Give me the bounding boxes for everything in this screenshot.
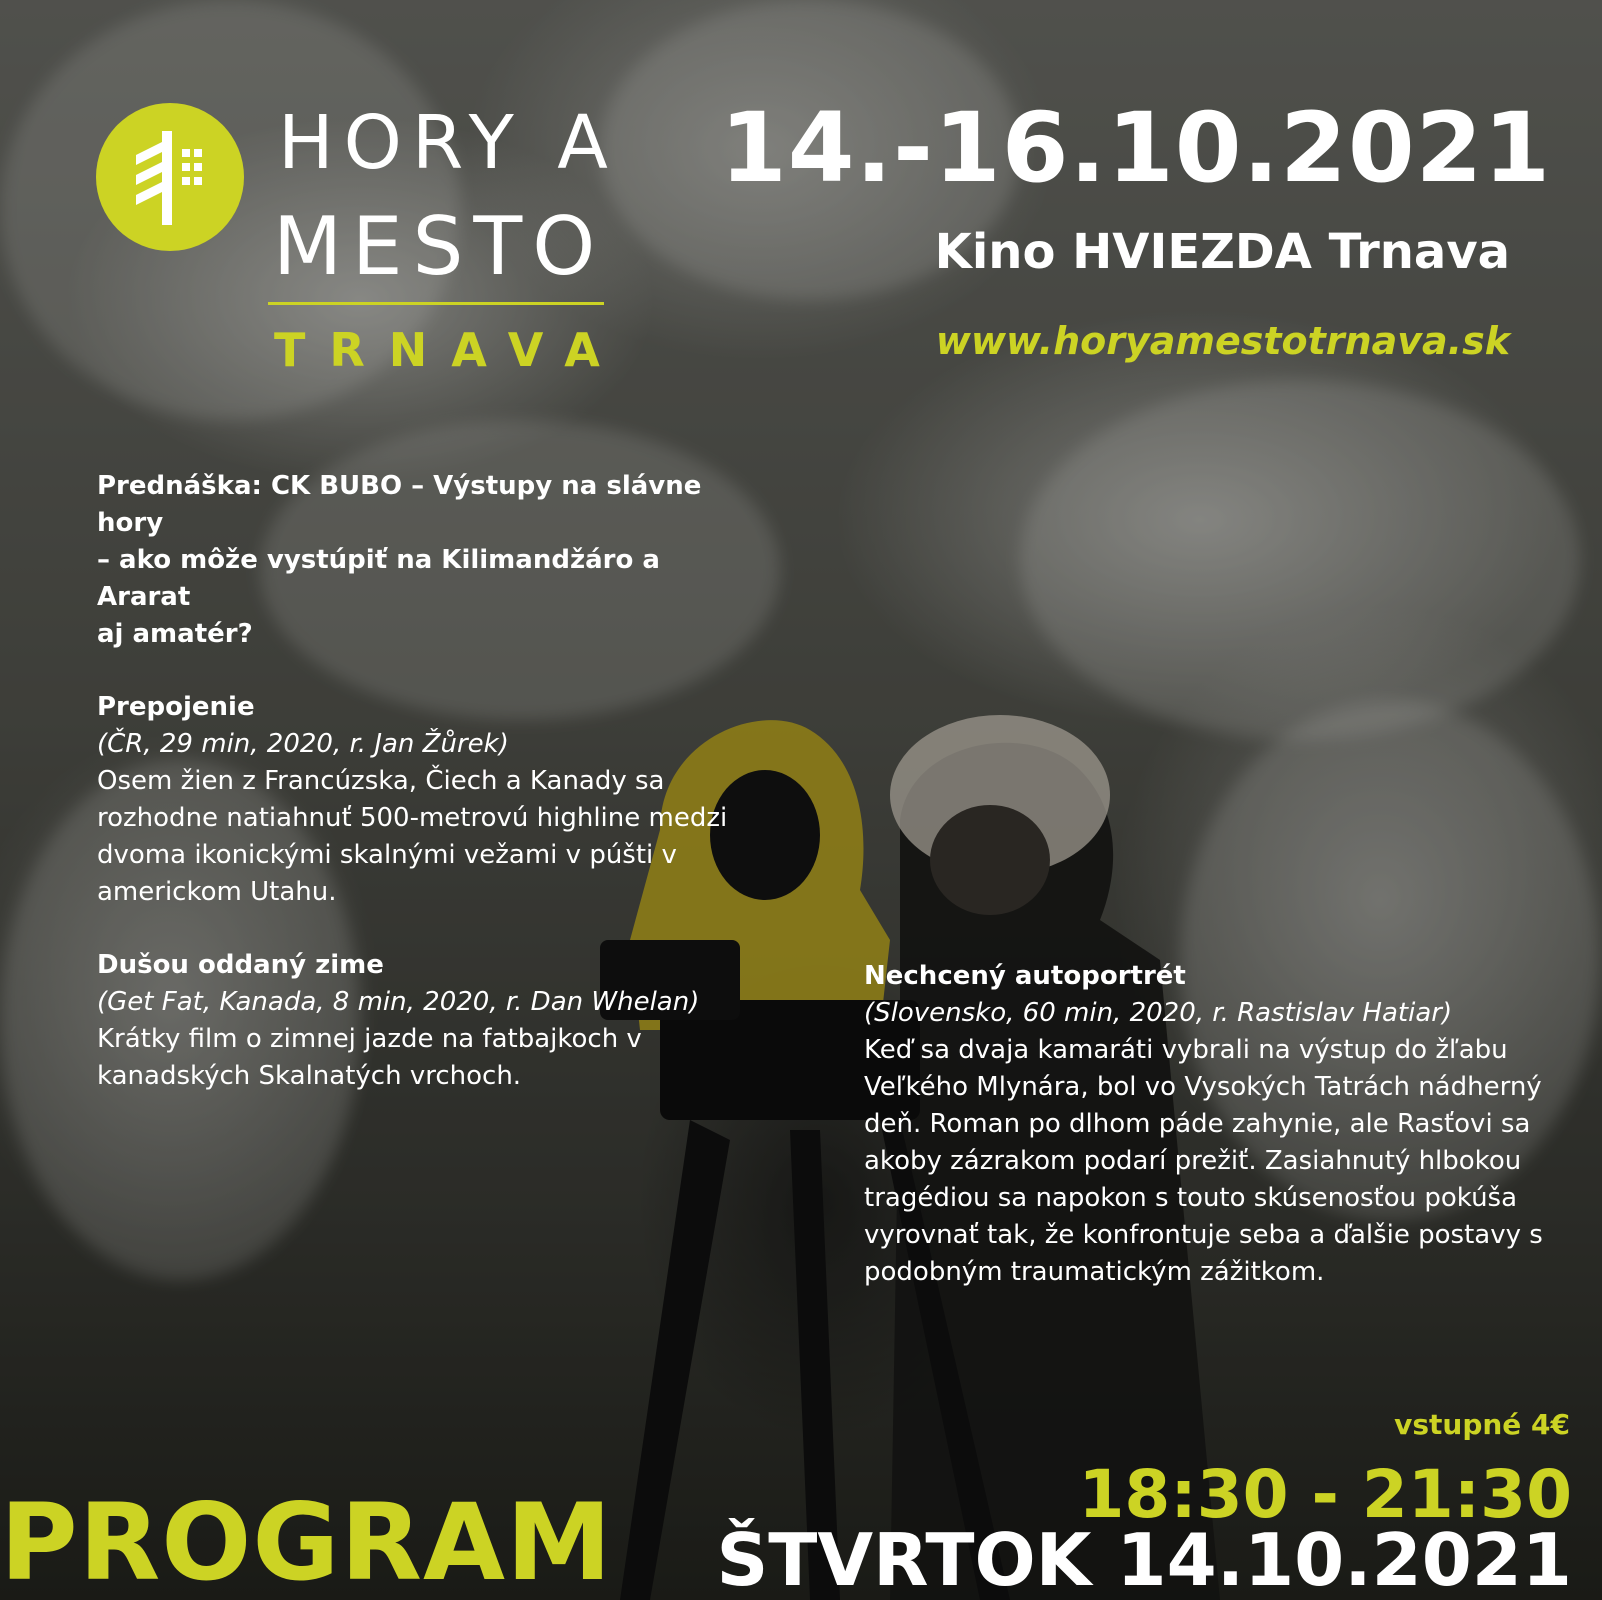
event-dates: 14.-16.10.2021 — [720, 92, 1552, 204]
lecture-subtitle-end: aj amatér? — [97, 619, 253, 649]
event-day: ŠTVRTOK 14.10.2021 — [716, 1518, 1572, 1600]
program-left-column — [97, 468, 747, 1095]
event-website-link[interactable]: www.horyamestotrnava.sk — [935, 319, 1510, 363]
film-meta: (Slovensko, 60 min, 2020, r. Rastislav Hatiar) — [864, 998, 1453, 1028]
film-title: Nechcený autoportrét — [864, 961, 1186, 991]
entry-price: vstupné 4€ — [1394, 1408, 1570, 1441]
logo-circle — [96, 103, 244, 251]
film-title: Dušou oddaný zime — [97, 950, 384, 980]
logo-line-hory-a: HORY A — [278, 100, 618, 186]
logo-line-mesto: MESTO — [273, 200, 606, 293]
film-description: Osem žien z Francúzska, Čiech a Kanady sa rozhodne natiahnuť 500-metrovú highline medzi dvoma ikonickými skalnými vežami v púšti v americkom Utahu. — [97, 766, 728, 907]
event-venue: Kino HVIEZDA Trnava — [934, 224, 1510, 280]
film-description: Krátky film o zimnej jazde na fatbajkoch v kanadských Skalnatých vrchoch. — [97, 1024, 642, 1091]
tree-logo-icon — [96, 103, 244, 251]
lecture-subtitle: – ako môže vystúpiť na Kilimandžáro a Ararat — [97, 545, 660, 612]
film-meta: (Get Fat, Kanada, 8 min, 2020, r. Dan Whelan) — [97, 987, 700, 1017]
program-right-column — [864, 958, 1554, 1291]
film-title: Prepojenie — [97, 692, 255, 722]
logo-line-trnava: TRNAVA — [274, 323, 624, 377]
event-time: 18:30 - 21:30 — [1078, 1456, 1572, 1533]
film-meta: (ČR, 29 min, 2020, r. Jan Žůrek) — [97, 729, 509, 759]
program-heading: PROGRAM — [0, 1481, 613, 1600]
lecture-title: Prednáška: CK BUBO – Výstupy na slávne hory — [97, 471, 702, 538]
film-description: Keď sa dvaja kamaráti vybrali na výstup do žľabu Veľkého Mlynára, bol vo Vysokých Tatrách nádherný deň. Roman po dlhom páde zahynie, ale Rasťovi sa akoby zázrakom podarí prežiť. Zasiahnutý hlbokou tragédiou sa napokon s touto skúsenosťou pokúša vyrovnať tak, že konfrontuje seba a ďalšie postavy s podobným traumatickým zážitkom. — [864, 1035, 1543, 1287]
logo-divider — [268, 302, 604, 305]
